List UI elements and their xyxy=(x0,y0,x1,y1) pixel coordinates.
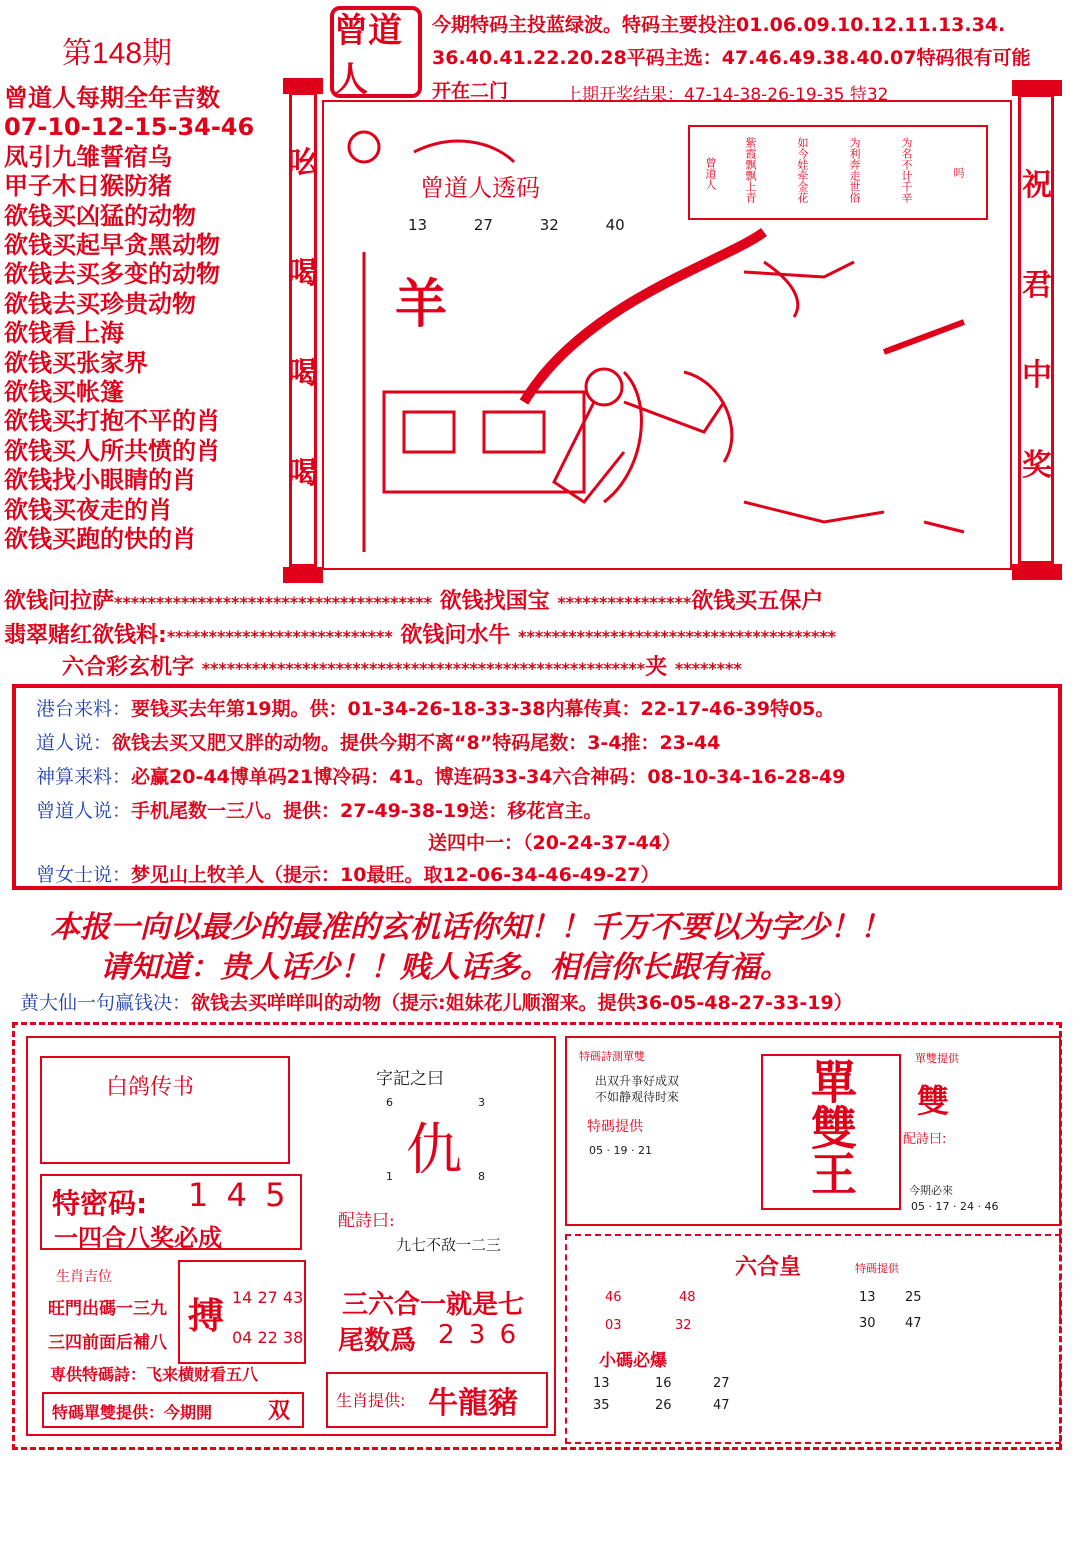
info-row: 港台来料：要钱买去年第19期。供：01-34-26-18-33-38内幕传真：22-17-46-39特05。 xyxy=(36,698,835,720)
info-row: 送四中一：（20-24-37-44） xyxy=(428,832,681,854)
poem-col: 吗 xyxy=(952,167,965,178)
zodiac-sheep: 羊 xyxy=(395,275,448,335)
char-number: 6 xyxy=(386,1096,393,1109)
odd-even-small-title: 特碼詩測單雙 xyxy=(579,1050,645,1063)
liuhe-box xyxy=(565,1234,1061,1444)
single-double-value: 双 xyxy=(268,1399,291,1424)
poem-col: 曾道人 xyxy=(704,157,717,190)
header-line-1: 今期特码主投蓝绿波。特码主要投注01.06.09.10.12.11.13.34. xyxy=(432,14,1006,36)
special-code-label: 特密码: xyxy=(52,1187,148,1220)
small-must-label: 小碼必爆 xyxy=(599,1351,667,1371)
bo-char: 搏 xyxy=(188,1296,225,1337)
single-double-label: 特碼單雙提供：今期開 xyxy=(52,1403,213,1422)
char-poem-text: 九七不敌一二三 xyxy=(396,1236,502,1254)
odd-even-poem: 不如静观待时來 xyxy=(595,1090,680,1104)
left-list-item: 欲钱去买多变的动物 xyxy=(4,260,220,289)
poem-col: 为名不计千辛 xyxy=(900,137,913,203)
logo-seal: 曾道人 xyxy=(330,6,422,98)
special-code-nums: 1 4 5 xyxy=(188,1176,286,1214)
zodiac-values: 牛龍豬 xyxy=(428,1386,518,1421)
left-list-item: 欲钱买起早贪黑动物 xyxy=(4,231,220,260)
odd-even-right-poem-label: 配詩曰: xyxy=(903,1132,947,1147)
small-must-num: 13 xyxy=(593,1376,610,1391)
scroll-char: 祝 xyxy=(1022,168,1052,203)
liuhe-num: 47 xyxy=(905,1316,922,1331)
stars-divider: ******** xyxy=(674,659,742,678)
poem-col: 为利奔走世俗 xyxy=(848,137,861,203)
header-line-3: 开在二门 xyxy=(432,80,509,102)
info-box xyxy=(12,684,1062,890)
left-list-item: 欲钱去买珍贵动物 xyxy=(4,289,196,318)
liuhe-num: 25 xyxy=(905,1290,922,1305)
last-result: 上期开奖结果：47-14-38-26-19-35 特32 xyxy=(565,85,889,105)
sixhe-line: 三六合一就是七 xyxy=(342,1290,525,1320)
info-row: 曾女士说：梦见山上牧羊人（提示：10最旺。取12-06-34-46-49-27） xyxy=(36,864,660,886)
scroll-char: 吆 xyxy=(288,146,318,181)
scroll-char: 喝 xyxy=(288,356,318,391)
liuhe-title: 六合皇 xyxy=(735,1255,802,1280)
left-list-item: 欲钱买凶猛的动物 xyxy=(4,201,196,230)
char-number: 3 xyxy=(478,1096,485,1109)
search-text: 欲钱买五保户 xyxy=(691,589,824,614)
odd-even-right-poem: 今期必來 xyxy=(909,1184,953,1197)
exclusive-poem: 専供特碼詩：飞来横财看五八 xyxy=(50,1365,259,1384)
search-line-3 xyxy=(62,650,742,681)
scroll-char: 中 xyxy=(1022,358,1052,393)
tail-label: 尾数爲 xyxy=(338,1326,417,1356)
left-list-item: 欲钱看上海 xyxy=(4,319,124,348)
char-main: 仇 xyxy=(406,1118,462,1183)
scroll-char: 奖 xyxy=(1022,448,1052,483)
scroll-char: 喝 xyxy=(288,456,318,491)
odd-even-special-nums: 05 · 19 · 21 xyxy=(589,1144,652,1157)
pigeon-title: 白鸽传书 xyxy=(106,1075,195,1100)
liuhe-num: 46 xyxy=(605,1290,622,1305)
small-must-num: 26 xyxy=(655,1398,672,1413)
poem-col: 紫霞飘飘上青 xyxy=(744,137,757,203)
slogan-line-3: 黄大仙一句赢钱决：欲钱去买咩咩叫的动物（提示:姐妹花儿顺溜来。提供36-05-48-27-33-19） xyxy=(20,992,853,1014)
left-list-item: 欲钱买张家界 xyxy=(4,348,148,377)
scroll-char: 君 xyxy=(1022,268,1052,303)
odd-even-king-title: 單雙王 xyxy=(804,1058,858,1196)
slogan-line-2: 请知道：贵人话少！！贱人话多。相信你长跟有福。 xyxy=(100,950,790,985)
tail-nums: 2 3 6 xyxy=(438,1320,517,1350)
poem-box xyxy=(688,125,988,220)
liuhe-num: 03 xyxy=(605,1318,622,1333)
search-text: 欲钱找国宝 xyxy=(439,589,550,614)
search-text: 六合彩玄机字 xyxy=(62,655,195,680)
odd-even-poem: 出双升亊好成双 xyxy=(595,1074,680,1088)
bo-numbers: 14 27 43 xyxy=(232,1288,304,1307)
liuhe-num: 32 xyxy=(675,1318,692,1333)
header-line-2: 36.40.41.22.20.28平码主选：47.46.49.38.40.07特码很有可能 xyxy=(432,47,1031,69)
bottom-left-panel xyxy=(26,1036,556,1436)
liuhe-num: 30 xyxy=(859,1316,876,1331)
left-list-item: 欲钱买帐篷 xyxy=(4,378,124,407)
left-scroll xyxy=(283,78,323,583)
small-must-num: 27 xyxy=(713,1376,730,1391)
search-line-1 xyxy=(4,584,823,615)
search-text: 翡翠赌红欲钱料: xyxy=(4,623,167,648)
illustration-numbers: 13 27 32 40 xyxy=(408,216,625,234)
info-row: 道人说：欲钱去买又肥又胖的动物。提供今期不离“8”特码尾数：3-4推：23-44 xyxy=(36,732,721,754)
odd-even-right-title: 單雙提供 xyxy=(915,1052,959,1065)
left-list-item: 曾道人每期全年吉数 xyxy=(4,84,220,112)
stars-divider: *************************** xyxy=(166,627,393,646)
small-must-num: 35 xyxy=(593,1398,610,1413)
zodiac-position-line: 旺門出碼一三九 xyxy=(48,1299,167,1319)
left-list-item: 欲钱买跑的快的肖 xyxy=(4,525,196,554)
left-list-item: 凤引九雏誓宿乌 xyxy=(4,142,172,171)
special-code-note: 一四合八奖必成 xyxy=(54,1224,222,1252)
left-list-item: 甲子木日猴防猪 xyxy=(4,172,172,201)
liuhe-special-tip: 特碼提供 xyxy=(855,1262,899,1275)
small-must-num: 16 xyxy=(655,1376,672,1391)
right-scroll xyxy=(1012,80,1062,580)
char-title: 字記之曰 xyxy=(376,1069,444,1089)
left-list-item: 欲钱买人所共愤的肖 xyxy=(4,436,220,465)
left-list-item: 欲钱买打抱不平的肖 xyxy=(4,407,220,436)
liuhe-num: 48 xyxy=(679,1290,696,1305)
odd-even-right-nums: 05 · 17 · 24 · 46 xyxy=(911,1200,999,1213)
zodiac-position-label: 生肖吉位 xyxy=(56,1269,112,1285)
illustration-title: 曾道人透码 xyxy=(420,174,540,202)
bottom-right-panel xyxy=(565,1036,1061,1446)
odd-even-right-char: 雙 xyxy=(917,1082,950,1120)
stars-divider: **************** xyxy=(557,593,692,612)
info-row: 曾道人说：手机尾数一三八。提供：27-49-38-19送：移花宫主。 xyxy=(36,800,603,822)
zodiac-position-line: 三四前面后補八 xyxy=(48,1333,167,1353)
left-list-item: 07-10-12-15-34-46 xyxy=(4,113,255,142)
search-text: 欲钱问拉萨 xyxy=(4,589,115,614)
small-must-num: 47 xyxy=(713,1398,730,1413)
slogan-line-1: 本报一向以最少的最准的玄机话你知！！千万不要以为字少！！ xyxy=(50,910,890,945)
char-poem-label: 配詩曰: xyxy=(338,1211,395,1231)
info-row: 神算来料：必赢20-44博单码21博冷码：41。博连码33-34六合神码：08-10-34-16-28-49 xyxy=(36,766,846,788)
stars-divider: ************************************** xyxy=(518,627,837,646)
char-number: 8 xyxy=(478,1170,485,1183)
left-list-item: 欲钱找小眼睛的肖 xyxy=(4,466,196,495)
search-line-2 xyxy=(4,618,836,649)
odd-even-special-label: 特碼提供 xyxy=(587,1119,643,1135)
search-text: 夹 xyxy=(645,655,668,680)
stars-divider: ***************************************************** xyxy=(201,659,646,678)
scroll-char: 喝 xyxy=(288,256,318,291)
search-text: 欲钱问水牛 xyxy=(400,623,511,648)
left-riddle-list xyxy=(4,84,279,555)
stars-divider: ************************************** xyxy=(114,593,432,612)
left-list-item: 欲钱买夜走的肖 xyxy=(4,495,172,524)
issue-number: 第148期 xyxy=(62,37,173,70)
liuhe-num: 13 xyxy=(859,1290,876,1305)
poem-col: 如今娃牵金花 xyxy=(796,137,809,203)
char-number: 1 xyxy=(386,1170,393,1183)
zodiac-label: 生肖提供: xyxy=(336,1391,406,1410)
bo-numbers: 04 22 38 xyxy=(232,1328,304,1347)
